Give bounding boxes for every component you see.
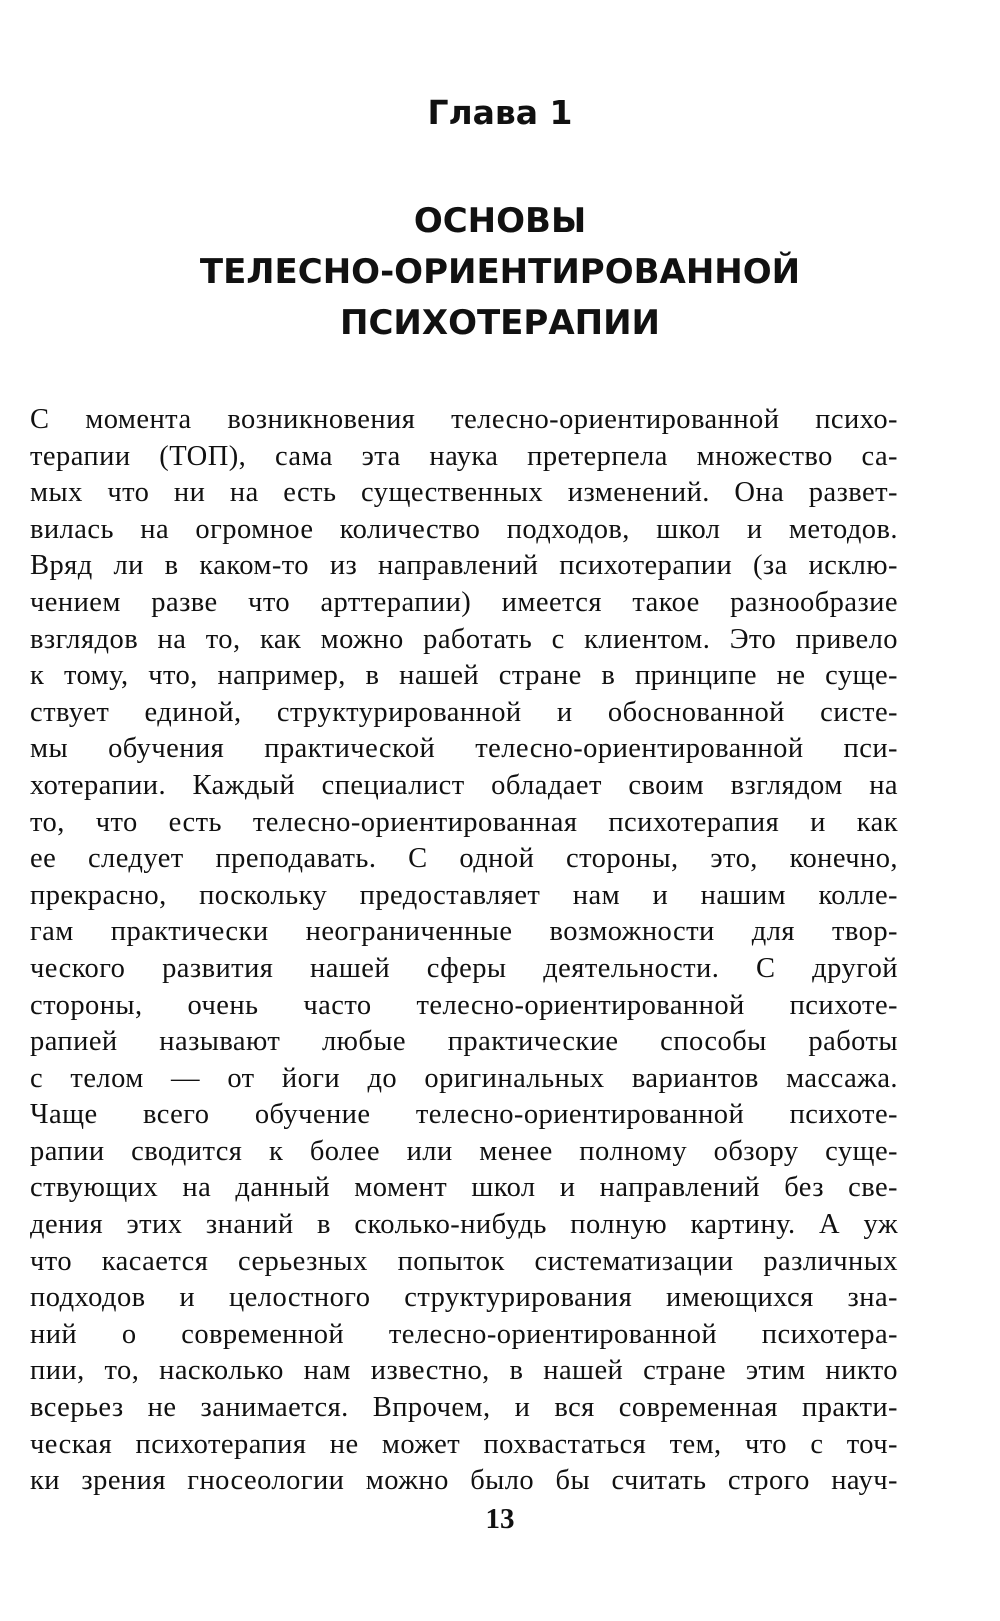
text-line: дения этих знаний в сколько-нибудь полную картину. А уж — [30, 1209, 898, 1241]
text-line: ствует единой, структурированной и обоснованной систе- — [30, 696, 898, 728]
text-line: рапией называют любые практические способы работы — [30, 1026, 898, 1058]
text-line: терапии (ТОП), сама эта наука претерпела множество са- — [30, 440, 898, 472]
text-line: ствующих на данный момент школ и направлений без све- — [30, 1172, 898, 1204]
text-line: прекрасно, поскольку предоставляет нам и нашим колле- — [30, 879, 898, 911]
text-line: пии, то, насколько нам известно, в нашей стране этим никто — [30, 1355, 898, 1387]
text-line: ки зрения гносеологии можно было бы считать строго науч- — [30, 1465, 898, 1497]
text-line: то, что есть телесно-ориентированная психотерапия и как — [30, 806, 898, 838]
chapter-title — [150, 196, 850, 349]
text-line: ческая психотерапия не может похвастаться тем, что с точ- — [30, 1428, 898, 1460]
chapter-title-line: ТЕЛЕСНО-ОРИЕНТИРОВАННОЙ — [199, 252, 801, 292]
text-line: взглядов на то, как можно работать с клиентом. Это привело — [30, 623, 898, 655]
page-number: 13 — [485, 1503, 515, 1535]
text-line: ее следует преподавать. С одной стороны, это, конечно, — [30, 843, 898, 875]
text-line: ний о современной телесно-ориентированной психотера- — [30, 1318, 898, 1350]
text-line: Вряд ли в каком-то из направлений психотерапии (за исклю- — [30, 550, 898, 582]
text-line: мых что ни на есть существенных изменений. Она развет- — [30, 477, 898, 509]
chapter-title-line: ОСНОВЫ — [413, 201, 587, 241]
text-line: хотерапии. Каждый специалист обладает своим взглядом на — [30, 769, 898, 801]
chapter-label: Глава 1 — [427, 93, 573, 132]
text-line: чением разве что арттерапии) имеется такое разнообразие — [30, 586, 898, 618]
body-paragraph — [30, 402, 898, 1500]
text-line: с телом — от йоги до оригинальных вариантов массажа. — [30, 1062, 898, 1094]
text-line: рапии сводится к более или менее полному обзору суще- — [30, 1135, 898, 1167]
text-line: вилась на огромное количество подходов, школ и методов. — [30, 513, 898, 545]
text-line: подходов и целостного структурирования имеющихся зна- — [30, 1282, 898, 1314]
text-line: что касается серьезных попыток систематизации различных — [30, 1245, 898, 1277]
text-line: к тому, что, например, в нашей стране в принципе не суще- — [30, 660, 898, 692]
text-line: гам практически неограниченные возможности для твор- — [30, 916, 898, 948]
text-line: мы обучения практической телесно-ориентированной пси- — [30, 733, 898, 765]
text-line: Чаще всего обучение телесно-ориентированной психоте- — [30, 1099, 898, 1131]
text-line: С момента возникновения телесно-ориентированной психо- — [30, 404, 898, 435]
text-line: стороны, очень часто телесно-ориентированной психоте- — [30, 989, 898, 1021]
text-line: ческого развития нашей сферы деятельности. С другой — [30, 952, 898, 984]
chapter-title-line: ПСИХОТЕРАПИИ — [340, 303, 660, 343]
text-line: всерьез не занимается. Впрочем, и вся современная практи- — [30, 1392, 898, 1424]
